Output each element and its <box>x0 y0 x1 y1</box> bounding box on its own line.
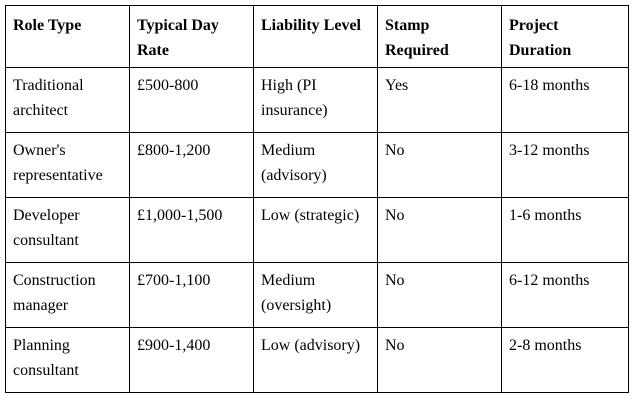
cell-day-rate: £900-1,400 <box>130 328 254 393</box>
table-row <box>6 263 629 328</box>
cell-role-type: Traditional architect <box>6 68 130 133</box>
header-project-duration: Project Duration <box>502 6 629 68</box>
role-comparison-table <box>5 5 629 393</box>
header-typical-day-rate: Typical Day Rate <box>130 6 254 68</box>
cell-stamp-required: No <box>378 133 502 198</box>
header-liability-level: Liability Level <box>254 6 378 68</box>
cell-project-duration: 2-8 months <box>502 328 629 393</box>
cell-day-rate: £800-1,200 <box>130 133 254 198</box>
cell-day-rate: £700-1,100 <box>130 263 254 328</box>
cell-role-type: Owner's representative <box>6 133 130 198</box>
cell-liability-level: High (PI insurance) <box>254 68 378 133</box>
cell-stamp-required: Yes <box>378 68 502 133</box>
cell-role-type: Construction manager <box>6 263 130 328</box>
cell-day-rate: £1,000-1,500 <box>130 198 254 263</box>
cell-liability-level: Low (strategic) <box>254 198 378 263</box>
cell-stamp-required: No <box>378 328 502 393</box>
role-comparison-table-container <box>5 5 629 393</box>
cell-stamp-required: No <box>378 263 502 328</box>
table-row <box>6 133 629 198</box>
cell-liability-level: Low (advisory) <box>254 328 378 393</box>
cell-role-type: Developer consultant <box>6 198 130 263</box>
table-row <box>6 68 629 133</box>
table-row <box>6 198 629 263</box>
cell-day-rate: £500-800 <box>130 68 254 133</box>
table-header-row <box>6 6 629 68</box>
cell-stamp-required: No <box>378 198 502 263</box>
cell-role-type: Planning consultant <box>6 328 130 393</box>
header-role-type: Role Type <box>6 6 130 68</box>
cell-project-duration: 6-18 months <box>502 68 629 133</box>
cell-project-duration: 1-6 months <box>502 198 629 263</box>
cell-project-duration: 3-12 months <box>502 133 629 198</box>
cell-project-duration: 6-12 months <box>502 263 629 328</box>
cell-liability-level: Medium (advisory) <box>254 133 378 198</box>
header-stamp-required: Stamp Required <box>378 6 502 68</box>
cell-liability-level: Medium (oversight) <box>254 263 378 328</box>
table-row <box>6 328 629 393</box>
